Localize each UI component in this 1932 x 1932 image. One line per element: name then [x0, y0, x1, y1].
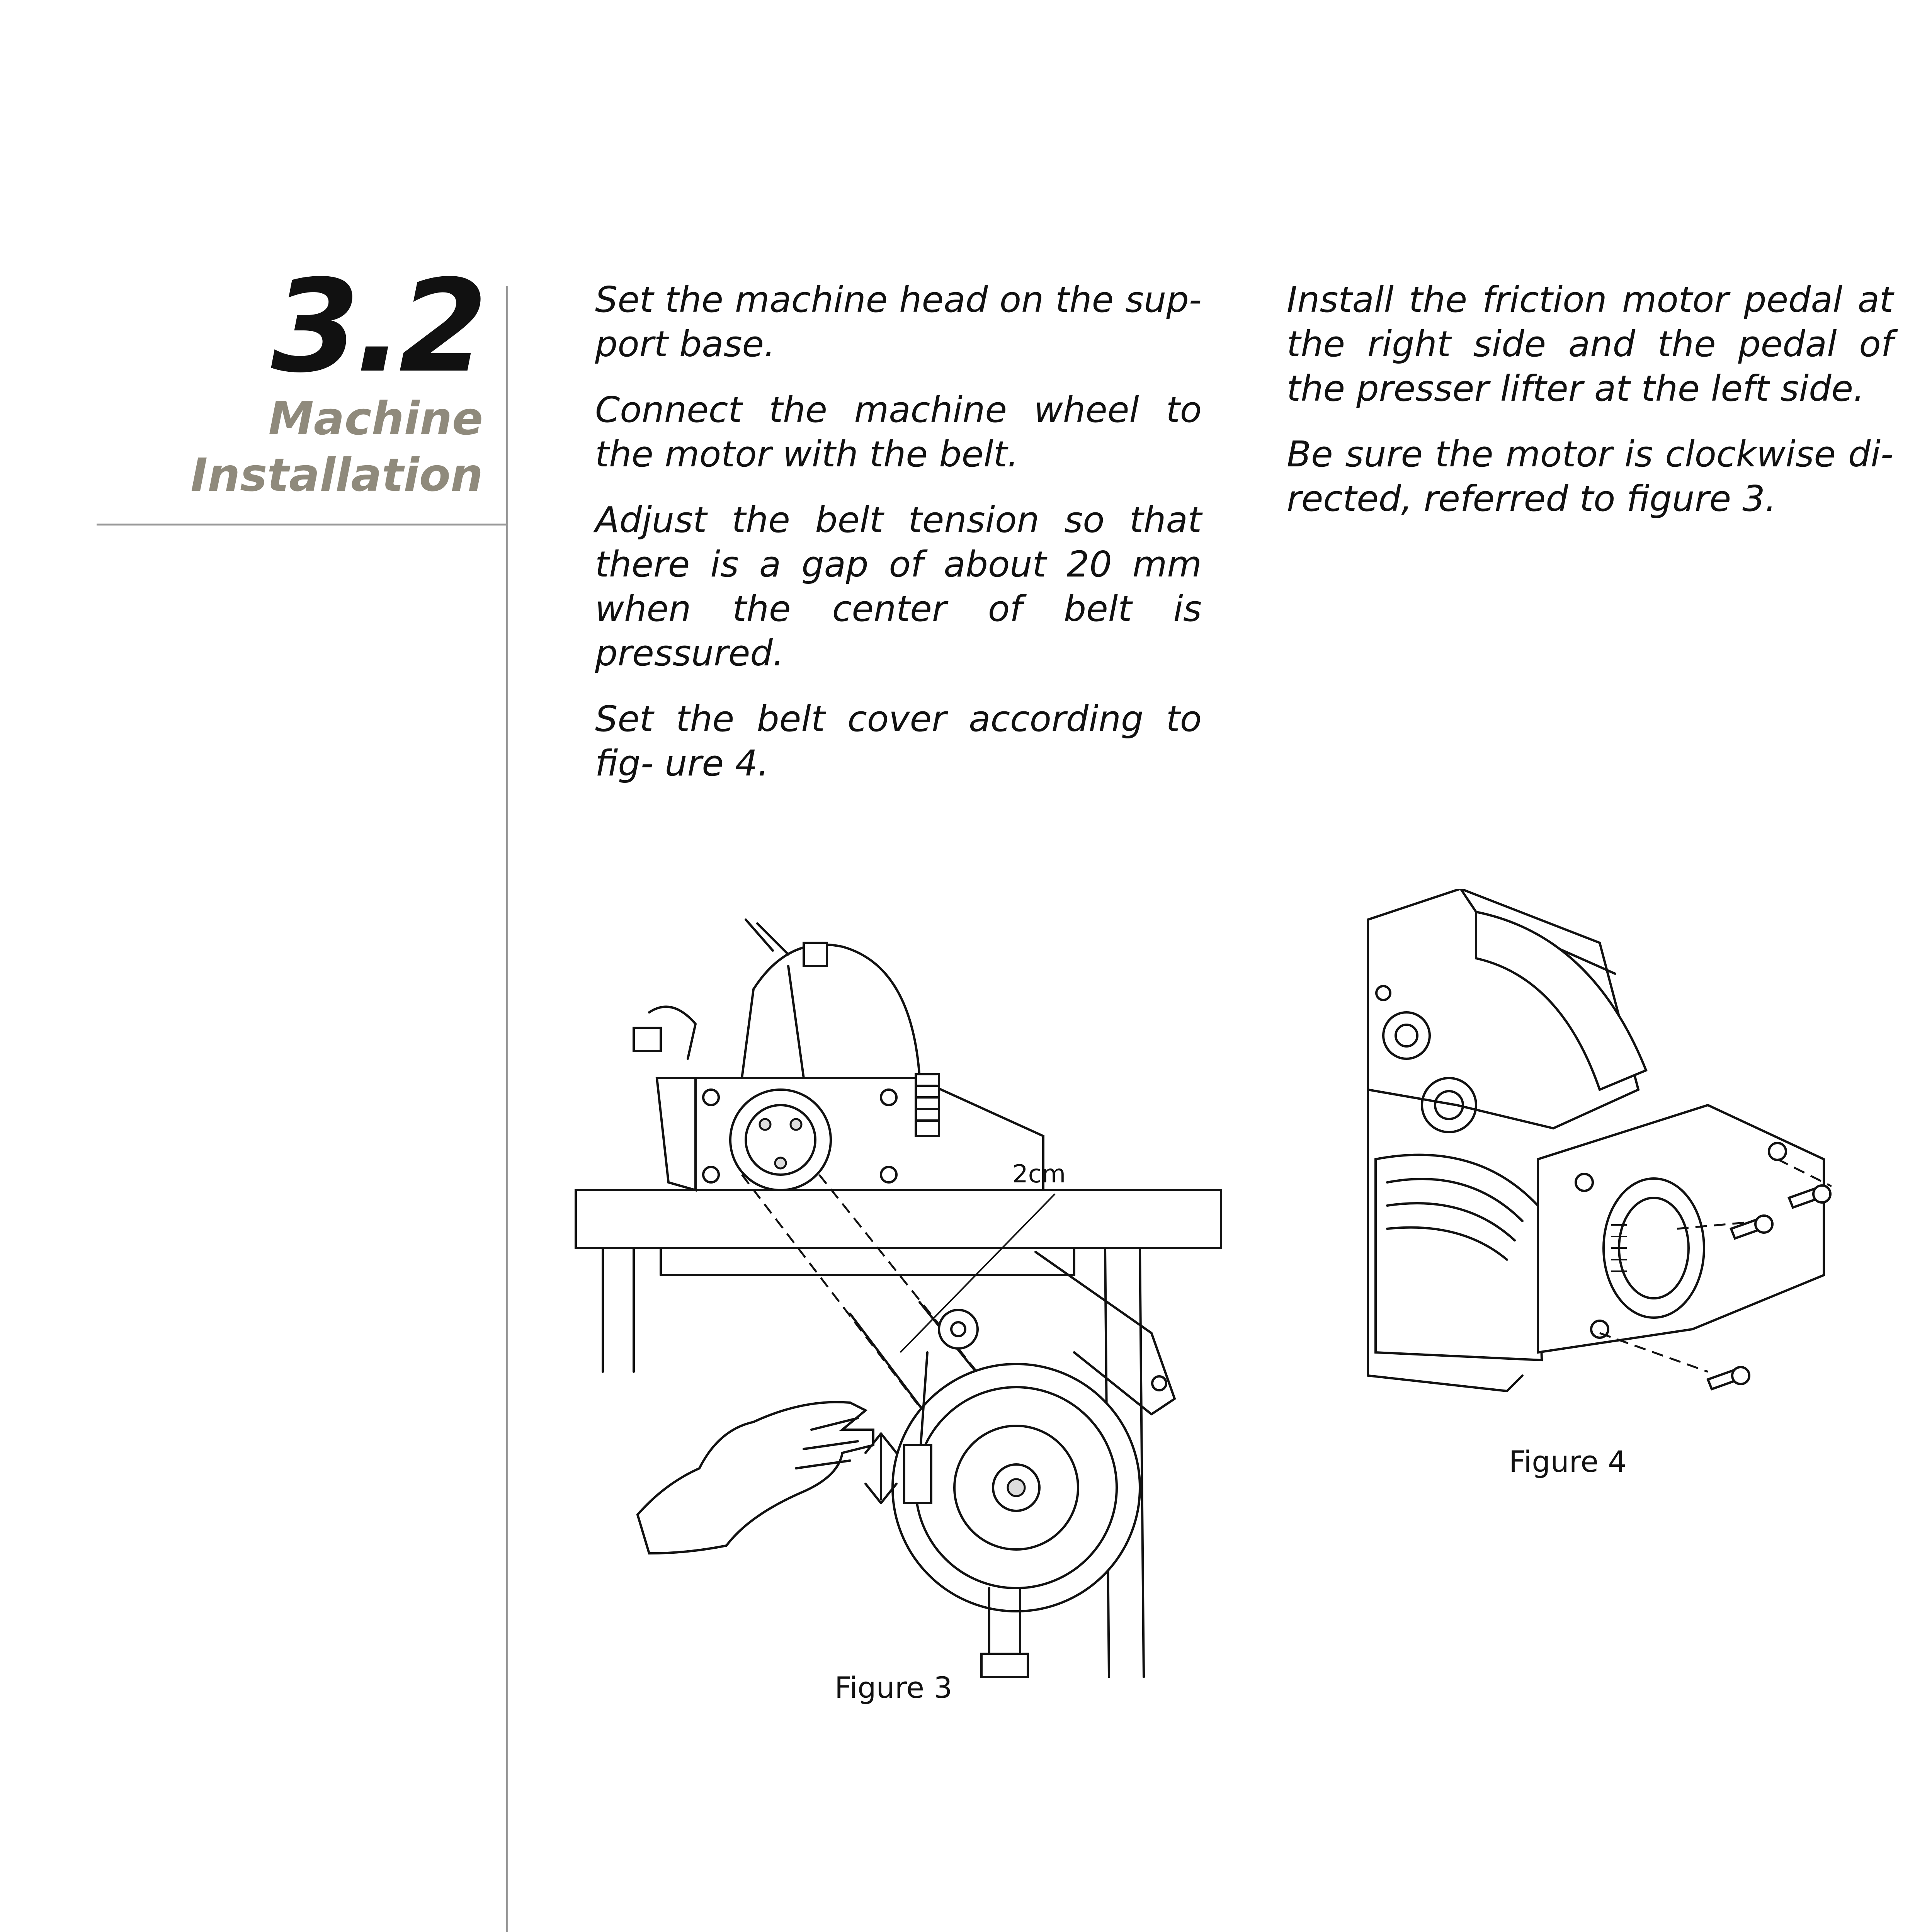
paragraph-install-pedals: Install the friction motor pedal at the right side and the pedal of the presser lifter at the left side. [1287, 279, 1893, 409]
gap-label-2cm: 2cm [1012, 1160, 1066, 1189]
figure-3-caption: Figure 3 [835, 1670, 952, 1705]
section-title [116, 390, 483, 503]
heading-underline-rule [97, 524, 508, 526]
figure-4-caption: Figure 4 [1509, 1444, 1627, 1479]
screw-3 [1708, 1367, 1749, 1389]
right-text-column [1287, 277, 1893, 542]
section-title-line-2: Installation [190, 448, 483, 502]
paragraph-set-machine-head: Set the machine head on the sup- port base. [595, 279, 1202, 365]
paragraph-adjust-belt-tension: Adjust the belt tension so that there is a gap of about 20 mm when the center of belt is pressured. [595, 499, 1202, 674]
left-text-column [595, 277, 1202, 807]
margin-vertical-rule [506, 286, 508, 1932]
figure-3-illustration [572, 896, 1236, 1689]
paragraph-connect-wheel: Connect the machine wheel to the motor with the belt. [595, 389, 1202, 475]
figure-4-illustration [1360, 889, 1832, 1414]
paragraph-set-belt-cover: Set the belt cover according to fig- ure 4. [595, 698, 1202, 784]
section-number: 3.2 [271, 252, 483, 401]
section-title-line-1: Machine [268, 392, 483, 445]
paragraph-motor-direction: Be sure the motor is clockwise di- rected, referred to figure 3. [1287, 434, 1893, 519]
